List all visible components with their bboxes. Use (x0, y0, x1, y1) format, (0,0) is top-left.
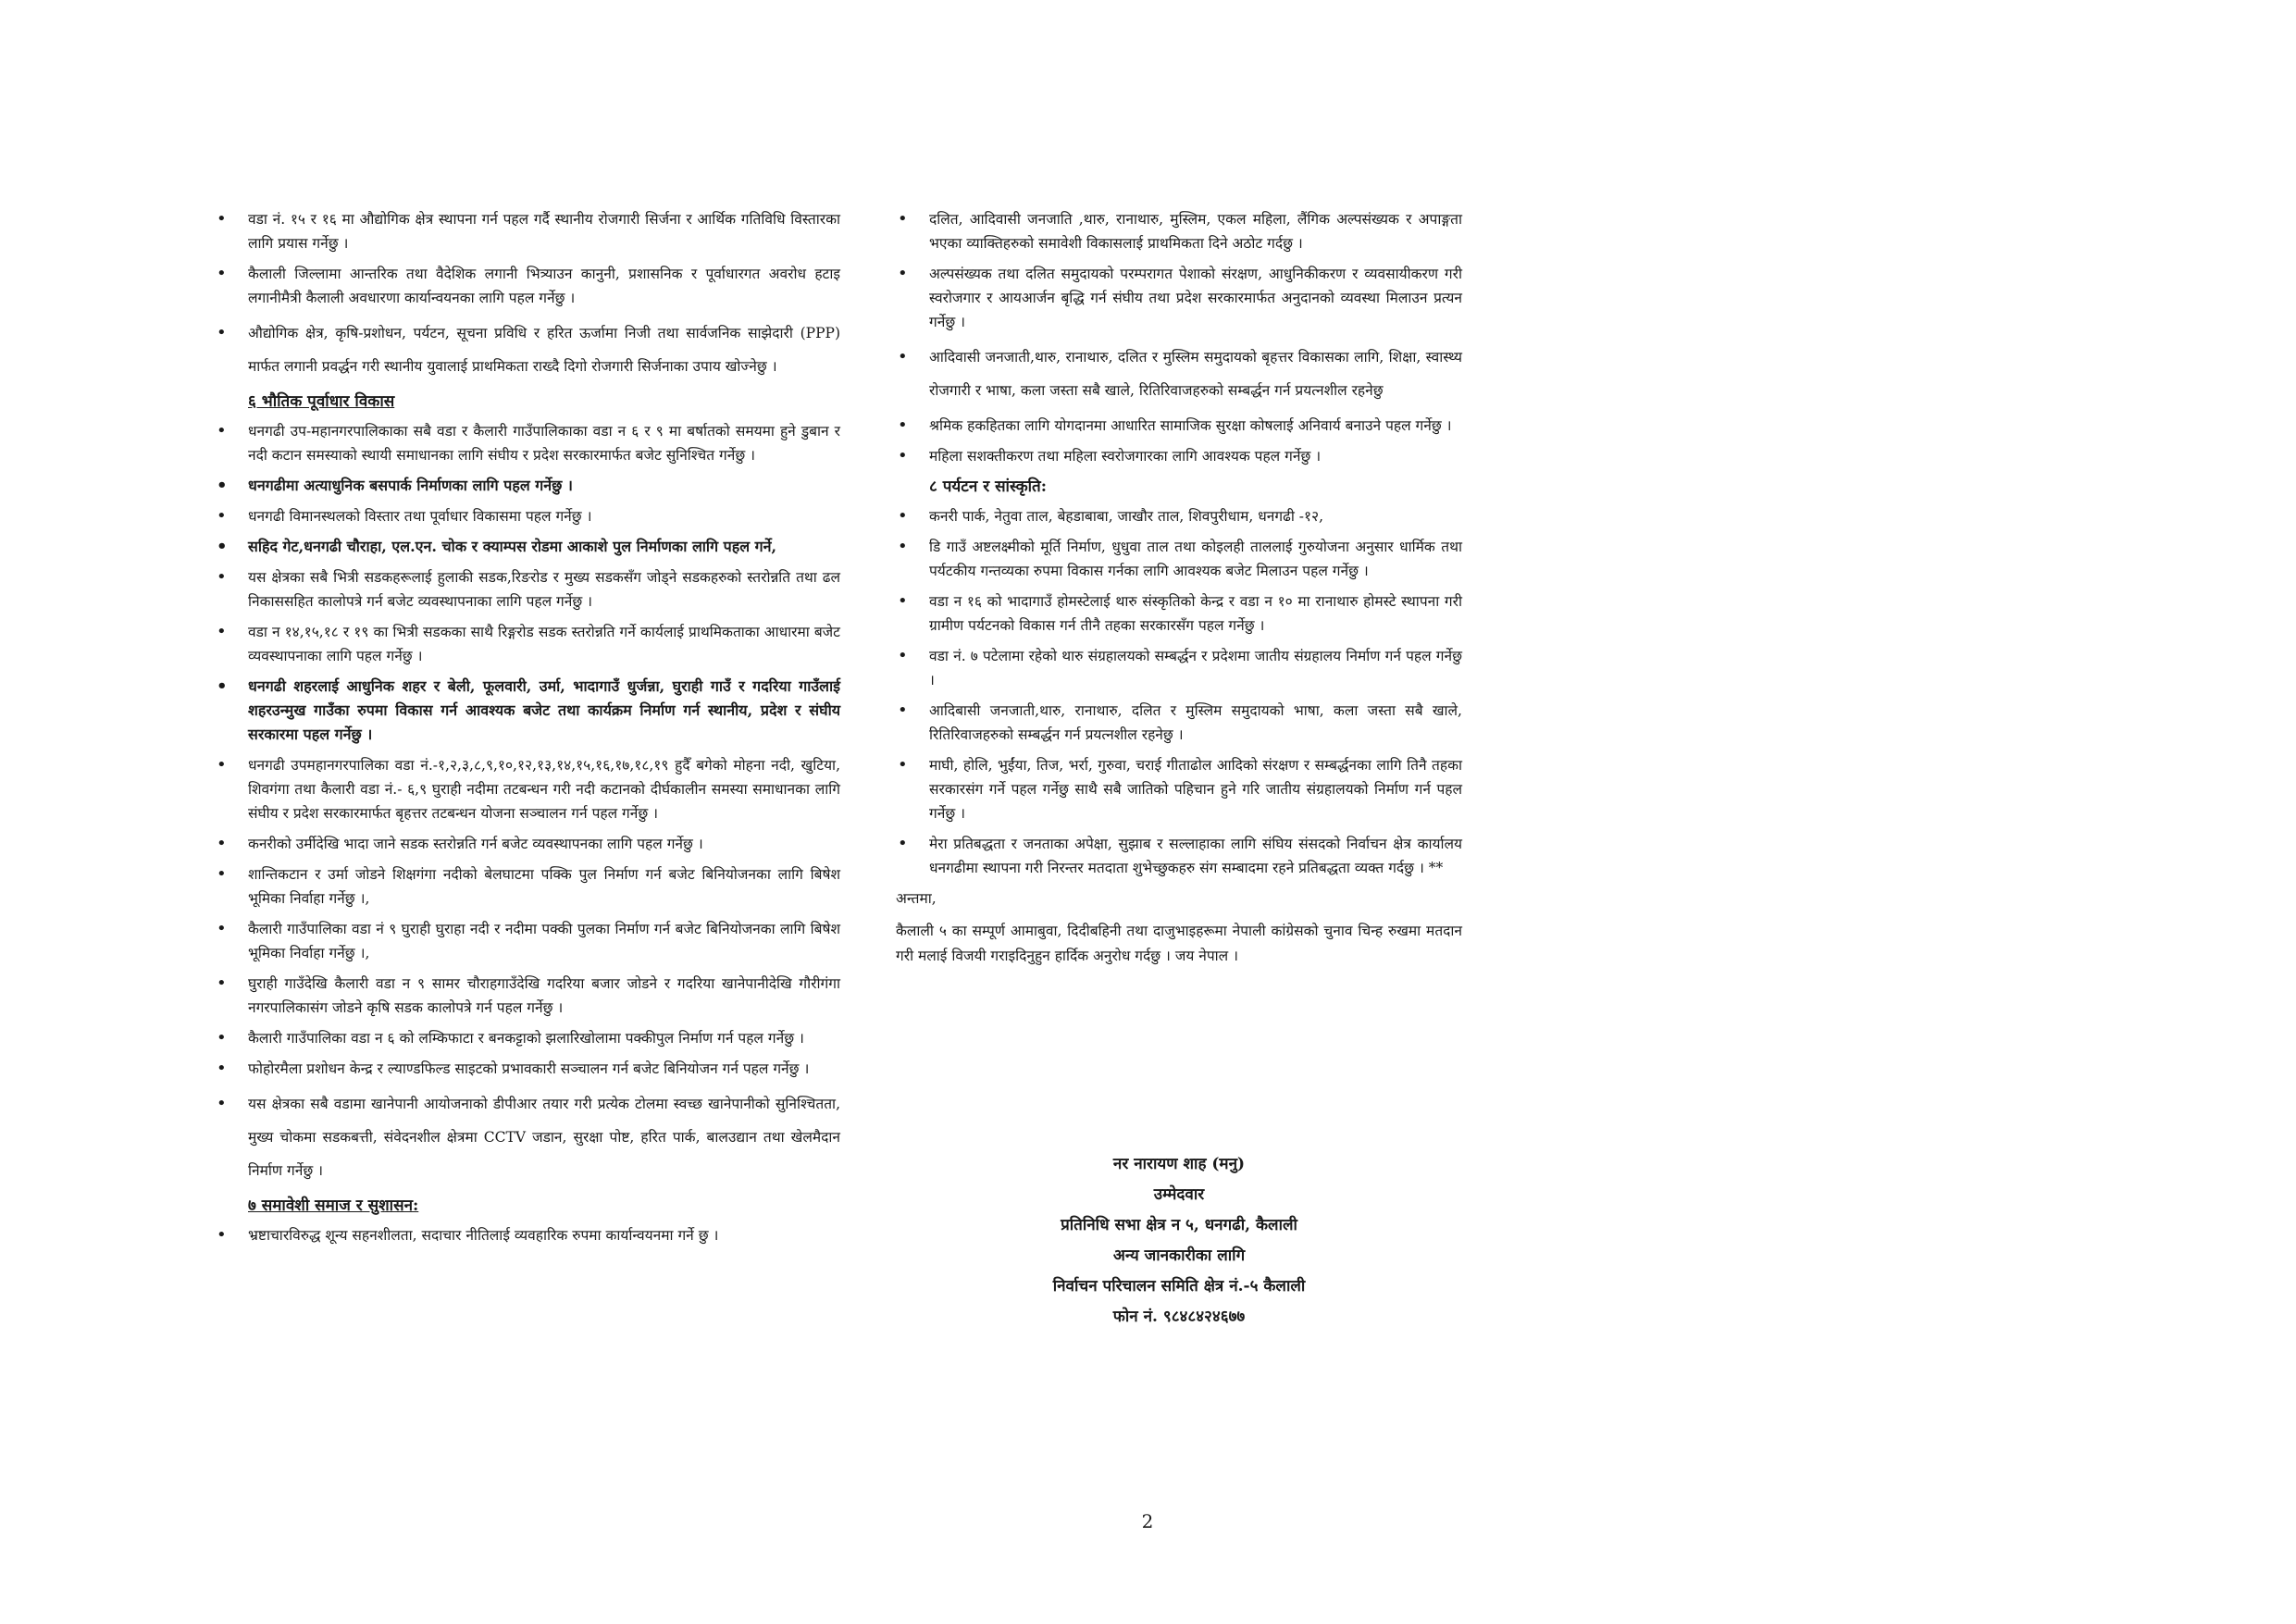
list-item: • फोहोरमैला प्रशोधन केन्द्र र ल्याण्डफिल्ड साइटको प्रभावकारी सञ्चालन गर्न बजेट बिनियोजन गर्न पहल गर्नेछु । (215, 1057, 840, 1081)
phone-number: फोन नं. ९८४८४२४६७७ (1112, 1308, 1246, 1326)
list-item: • धनगढीमा अत्याधुनिक बसपार्क निर्माणका लागि पहल गर्नेछु । (215, 474, 840, 498)
list-item: • भ्रष्टाचारविरुद्ध शून्य सहनशीलता, सदाचार नीतिलाई व्यवहारिक रुपमा कार्यान्वयनमा गर्ने छु । (215, 1223, 840, 1247)
list-item: • शान्तिकटान र उर्मा जोडने शिक्षगंगा नदीको बेलघाटमा पक्कि पुल निर्माण गर्न बजेट बिनियोजनका लागि बिषेश भूमिका निर्वाहा गर्नेछु ।, (215, 862, 840, 911)
list-item: • धनगढी उपमहानगरपालिका वडा नं.-१,२,३,८,९,१०,१२,१३,१४,१५,१६,१७,१८,१९ हुदैँ बगेको मोहना नदी, खुटिया, शिवगंगा तथा कैलारी वडा नं.- ६,९ घुराही नदीमा तटबन्धन गरी नदी कटानको दीर्घकालीन समस्या समाधानका लागि संघीय र प्रदेश सरकारमार्फत बृहत्तर तटबन्धन योजना सञ्चालन गर्न पहल गर्नेछु । (215, 753, 840, 825)
left-block-3 (215, 1223, 840, 1247)
left-column (215, 207, 840, 1254)
right-block-2 (896, 504, 1462, 880)
right-block-1 (896, 207, 1462, 468)
left-block-1 (215, 207, 840, 383)
list-item: • औद्योगिक क्षेत्र, कृषि-प्रशोधन, पर्यटन, सूचना प्रविधि र हरित ऊर्जामा निजी तथा सार्वजनिक साझेदारी (PPP) मार्फत लगानी प्रवर्द्धन गरी स्थानीय युवालाई प्राथमिकता राख्दै दिगो रोजगारी सिर्जनाका उपाय खोज्नेछु । (215, 316, 840, 383)
list-item: • सहिद गेट,धनगढी चौराहा, एल.एन. चोक र क्याम्पस रोडमा आकाशे पुल निर्माणका लागि पहल गर्ने, (215, 535, 840, 559)
right-column (896, 207, 1462, 976)
list-item: • श्रमिक हकहितका लागि योगदानमा आधारित सामाजिक सुरक्षा कोषलाई अनिवार्य बनाउने पहल गर्नेछु । (896, 414, 1462, 438)
list-item: • धनगढी विमानस्थलको विस्तार तथा पूर्वाधार विकासमा पहल गर्नेछु । (215, 504, 840, 528)
info-line: अन्य जानकारीका लागि (1112, 1246, 1246, 1265)
list-item: • वडा न १६ को भादागाउँ होमस्टेलाई थारु संस्कृतिको केन्द्र र वडा न १० मा रानाथारु होमस्टे स्थापना गरी ग्रामीण पर्यटनको विकास गर्न तीनै तहका सरकारसँग पहल गर्नेछु । (896, 589, 1462, 638)
left-block-2 (215, 419, 840, 1187)
page-number: 2 (1141, 1510, 1154, 1532)
list-item: • वडा न १४,१५,१८ र १९ का भित्री सडकका साथै रिङ्गरोड सडक स्तरोन्नति गर्ने कार्यलाई प्राथमिकताका आधारमा बजेट व्यवस्थापनाका लागि पहल गर्नेछु । (215, 620, 840, 668)
list-item: • डि गाउँ अष्टलक्ष्मीको मूर्ति निर्माण, धुधुवा ताल तथा कोइलही ताललाई गुरुयोजना अनुसार धार्मिक तथा पर्यटकीय गन्तव्यका रुपमा विकास गर्नका लागि आवश्यक बजेट मिलाउन पहल गर्नेछु । (896, 535, 1462, 583)
list-item: • कनरीको उर्मीदेखि भादा जाने सडक स्तरोन्नति गर्न बजेट व्यवस्थापनका लागि पहल गर्नेछु । (215, 832, 840, 856)
list-item: • वडा नं. ७ पटेलामा रहेको थारु संग्रहालयको सम्बर्द्धन र प्रदेशमा जातीय संग्रहालय निर्माण गर्न पहल गर्नेछु । (896, 644, 1462, 692)
list-item: • धनगढी शहरलाई आधुनिक शहर र बेली, फूलवारी, उर्मा, भादागाउँ धुर्जन्ना, घुराही गाउँ र गदरिया गाउँलाई शहरउन्मुख गाउँका रुपमा विकास गर्न आवश्यक बजेट तथा कार्यक्रम निर्माण गर्न स्थानीय, प्रदेश र संघीय सरकारमा पहल गर्नेछु । (215, 675, 840, 747)
list-item: • अल्पसंख्यक तथा दलित समुदायको परम्परागत पेशाको संरक्षण, आधुनिकीकरण र व्यवसायीकरण गरी स्वरोजगार र आयआर्जन बृद्धि गर्न संघीय तथा प्रदेश सरकारमार्फत अनुदानको व्यवस्था मिलाउन प्रत्यन गर्नेछु । (896, 262, 1462, 334)
list-item: • आदिवासी जनजाती,थारु, रानाथारु, दलित र मुस्लिम समुदायको बृहत्तर विकासका लागि, शिक्षा, स्वास्थ्य रोजगारी र भाषा, कला जस्ता सबै खाले, रितिरिवाजहरुको सम्बर्द्धन गर्न प्रयत्नशील रहनेछु (896, 341, 1462, 407)
list-item: • कैलारी गाउँपालिका वडा न ६ को लम्किफाटा र बनकट्टाको झलारिखोलामा पक्कीपुल निर्माण गर्न पहल गर्नेछु । (215, 1026, 840, 1050)
constituency: प्रतिनिधि सभा क्षेत्र न ५, धनगढी, कैलाली (1061, 1216, 1297, 1234)
list-item: • मेरा प्रतिबद्धता र जनताका अपेक्षा, सुझाब र सल्लाहाका लागि संघिय संसदको निर्वाचन क्षेत्र कार्यालय धनगढीमा स्थापना गरी निरन्तर मतदाता शुभेच्छुकहरु संग सम्बादमा रहने प्रतिबद्धता व्यक्त गर्दछु । ** (896, 832, 1462, 880)
candidate-role: उम्मेदवार (1153, 1185, 1205, 1204)
candidate-name: नर नारायण शाह (मनु) (1112, 1155, 1246, 1173)
list-item: • घुराही गाउँदेखि कैलारी वडा न ९ सामर चौराहगाउँदेखि गदरिया बजार जोडने र गदरिया खानेपानीदेखि गौरीगंगा नगरपालिकासंग जोडने कृषि सडक कालोपत्रे गर्न पहल गर्नेछु । (215, 972, 840, 1020)
closing-word: अन्तमा, (896, 890, 937, 907)
list-item: • कनरी पार्क, नेतुवा ताल, बेहडाबाबा, जाखौर ताल, शिवपुरीधाम, धनगढी -१२, (896, 504, 1462, 528)
closing-paragraph: कैलाली ५ का सम्पूर्ण आमाबुवा, दिदीबहिनी तथा दाजुभाइहरूमा नेपाली कांग्रेसको चुनाव चिन्ह रुखमा मतदान गरी मलाई विजयी गराइदिनुहुन हार्दिक अनुरोध गर्दछु । जय नेपाल । (896, 923, 1462, 964)
section-heading-8: ८ पर्यटन र सांस्कृति: (929, 477, 1047, 496)
signature-block (896, 1149, 1462, 1333)
list-item: • माघी, होलि, भुईंया, तिज, भर्रा, गुरुवा, चराई गीताढोल आदिको संरक्षण र सम्बर्द्धनका लागि तिनै तहका सरकारसंग गर्ने पहल गर्नेछु साथै सबै जातिको पहिचान हुने गरि जातीय संग्रहालयको निर्माण गर्न पहल गर्नेछु । (896, 753, 1462, 825)
section-heading-7: ७ समावेशी समाज र सुशासन: (248, 1196, 419, 1215)
list-item: • आदिबासी जनजाती,थारु, रानाथारु, दलित र मुस्लिम समुदायको भाषा, कला जस्ता सबै खाले, रितिरिवाजहरुको सम्बर्द्धन गर्न प्रयत्नशील रहनेछु । (896, 699, 1462, 747)
list-item: • दलित, आदिवासी जनजाति ,थारु, रानाथारु, मुस्लिम, एकल महिला, लैंगिक अल्पसंख्यक र अपाङ्गता भएका व्याक्तिहरुको समावेशी विकासलाई प्राथमिकता दिने अठोट गर्दछु । (896, 207, 1462, 255)
committee: निर्वाचन परिचालन समिति क्षेत्र नं.-५ कैलाली (1052, 1277, 1306, 1295)
list-item: • यस क्षेत्रका सबै भित्री सडकहरूलाई हुलाकी सडक,रिङरोड र मुख्य सडकसँग जोड्ने सडकहरुको स्तरोन्नति तथा ढल निकाससहित कालोपत्रे गर्न बजेट व्यवस्थापनाका लागि पहल गर्नेछु । (215, 565, 840, 614)
list-item: • कैलाली जिल्लामा आन्तरिक तथा वैदेशिक लगानी भित्र्याउन कानुनी, प्रशासनिक र पूर्वाधारगत अवरोध हटाइ लगानीमैत्री कैलाली अवधारणा कार्यान्वयनका लागि पहल गर्नेछु । (215, 262, 840, 310)
list-item: • धनगढी उप-महानगरपालिकाका सबै वडा र कैलारी गाउँपालिकाका वडा न ६ र ९ मा बर्षातको समयमा हुने डुबान र नदी कटान समस्याको स्थायी समाधानका लागि संघीय र प्रदेश सरकारमार्फत बजेट सुनिश्चित गर्नेछु । (215, 419, 840, 467)
section-heading-6: ६ भौतिक पूर्वाधार विकास (248, 392, 395, 411)
list-item: • कैलारी गाउँपालिका वडा नं ९ घुराही घुराहा नदी र नदीमा पक्की पुलका निर्माण गर्न बजेट बिनियोजनका लागि बिषेश भूमिका निर्वाहा गर्नेछु ।, (215, 917, 840, 965)
list-item: • वडा नं. १५ र १६ मा औद्योगिक क्षेत्र स्थापना गर्न पहल गर्दै स्थानीय रोजगारी सिर्जना र आर्थिक गतिविधि विस्तारका लागि प्रयास गर्नेछु । (215, 207, 840, 255)
list-item: • यस क्षेत्रका सबै वडामा खानेपानी आयोजनाको डीपीआर तयार गरी प्रत्येक टोलमा स्वच्छ खानेपानीको सुनिश्चितता, मुख्य चोकमा सडकबत्ती, संवेदनशील क्षेत्रमा CCTV जडान, सुरक्षा पोष्ट, हरित पार्क, बालउद्यान तथा खेलमैदान निर्माण गर्नेछु । (215, 1087, 840, 1187)
list-item: • महिला सशक्तीकरण तथा महिला स्वरोजगारका लागि आवश्यक पहल गर्नेछु । (896, 444, 1462, 468)
